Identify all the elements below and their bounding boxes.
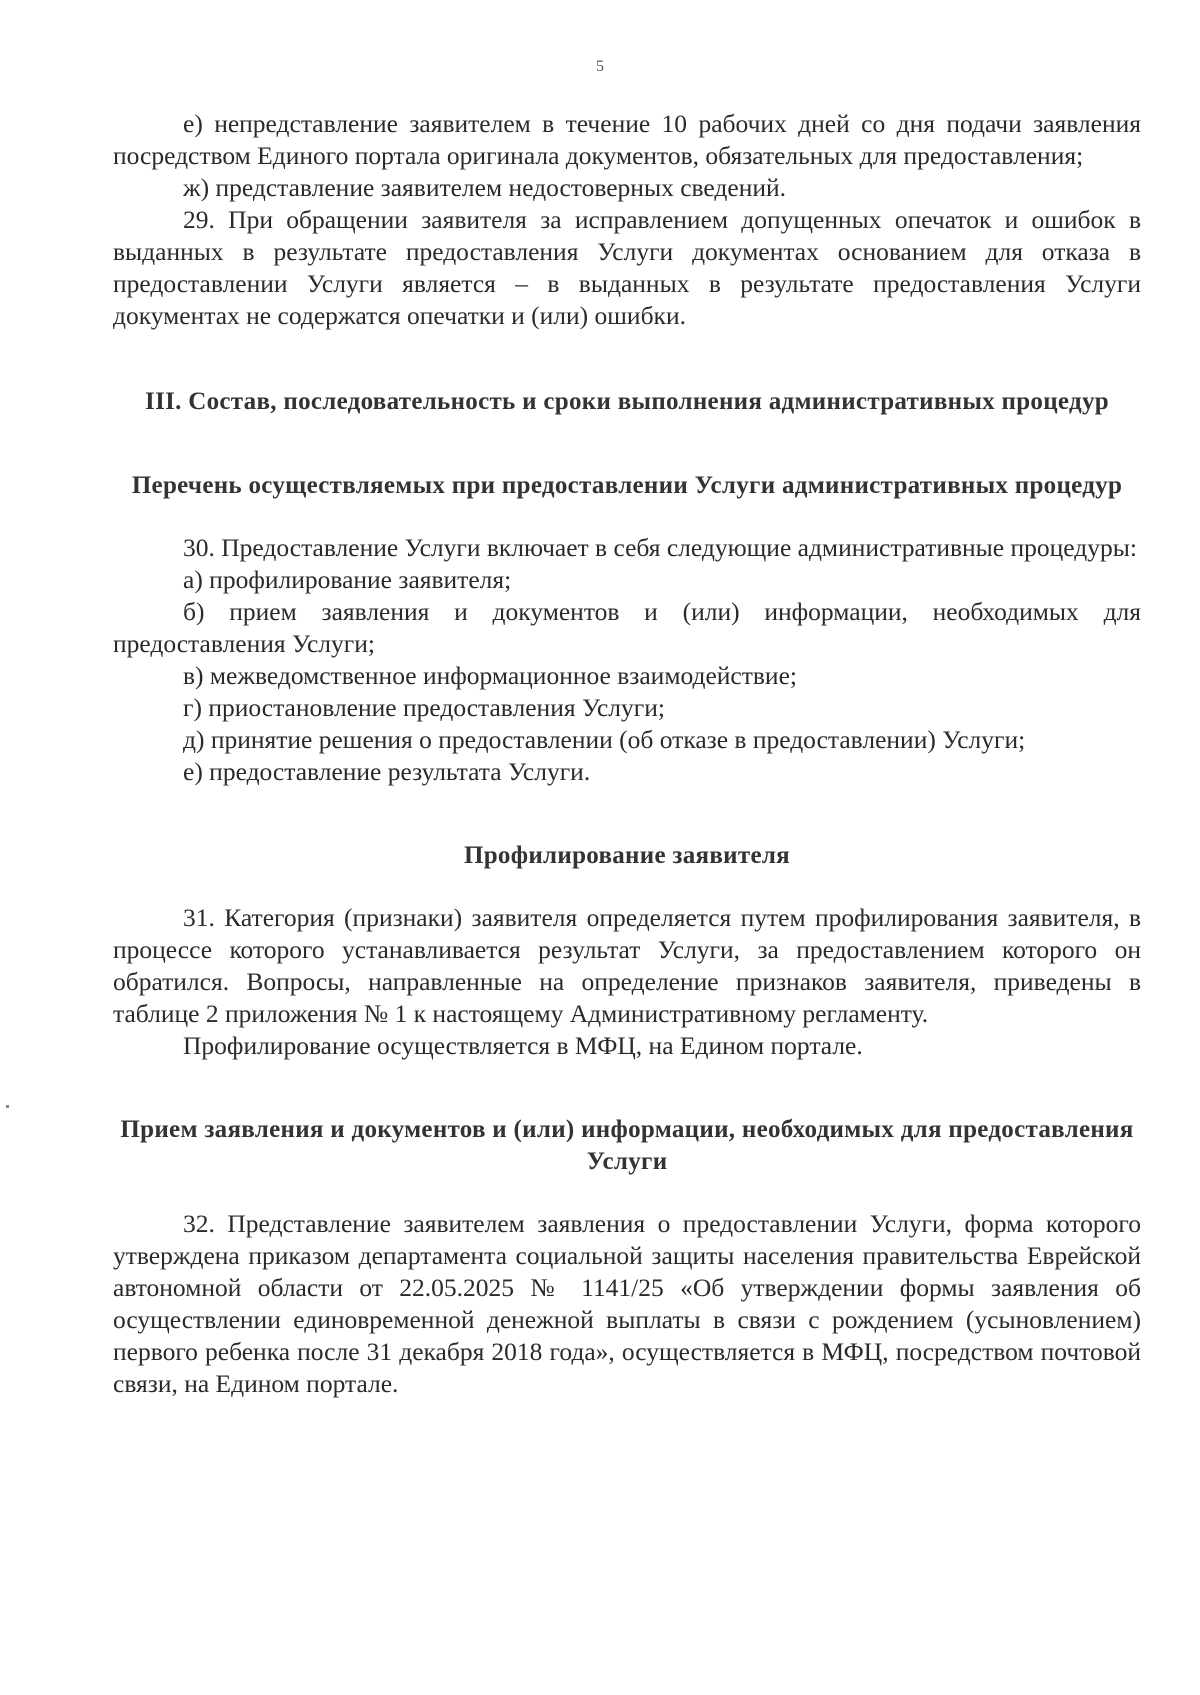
list-item: г) приостановление предоставления Услуги;	[183, 693, 665, 722]
paragraph-item-zh: ж) представление заявителем недостоверных сведений.	[183, 173, 787, 202]
subsection-title-procedures: Перечень осуществляемых при предоставлении Услуги административных процедур	[131, 472, 1123, 499]
document-body	[113, 108, 1141, 1400]
subsection-title-reception: Прием заявления и документов и (или) информации, необходимых для предоставления Услуги	[120, 1116, 1134, 1175]
list-item: в) межведомственное информационное взаимодействие;	[183, 661, 797, 690]
section-title: III. Состав, последовательность и сроки выполнения административных процедур	[145, 388, 1109, 415]
paragraph-31: 31. Категория (признаки) заявителя определяется путем профилирования заявителя, в процессе которого устанавливается результат Услуги, за предоставлением которого он обратился. Вопросы, направленные на определение признаков заявителя, приведены в таблице 2 приложения № 1 к настоящему Административному регламенту.	[113, 903, 1141, 1028]
list-item: е) предоставление результата Услуги.	[183, 757, 591, 786]
paragraph-30: 30. Предоставление Услуги включает в себя следующие административные процедуры:	[183, 533, 1137, 562]
subsection-title-profiling: Профилирование заявителя	[463, 842, 791, 869]
paragraph-profiling-place: Профилирование осуществляется в МФЦ, на Едином портале.	[183, 1031, 863, 1060]
scan-speck	[6, 1105, 9, 1108]
paragraph-item-e: е) непредставление заявителем в течение 10 рабочих дней со дня подачи заявления посредством Единого портала оригинала документов, обязательных для предоставления;	[113, 109, 1141, 170]
list-item: а) профилирование заявителя;	[183, 565, 512, 594]
paragraph-32: 32. Представление заявителем заявления о предоставлении Услуги, форма которого утверждена приказом департамента социальной защиты населения правительства Еврейской автономной области от 22.05.2025 № 1141/25 «Об утверждении формы заявления об осуществлении единовременной денежной выплаты в связи с рождением (усыновлением) первого ребенка после 31 декабря 2018 года», осуществляется в МФЦ, посредством почтовой связи, на Едином портале.	[113, 1209, 1141, 1398]
list-item: б) прием заявления и документов и (или) информации, необходимых для предоставления Услуги;	[113, 597, 1141, 658]
paragraph-29: 29. При обращении заявителя за исправлением допущенных опечаток и ошибок в выданных в результате предоставления Услуги документах основанием для отказа в предоставлении Услуги является – в выданных в результате предоставления Услуги документах не содержатся опечатки и (или) ошибки.	[113, 205, 1141, 330]
page-number: 5	[596, 58, 604, 75]
list-item: д) принятие решения о предоставлении (об отказе в предоставлении) Услуги;	[183, 725, 1026, 754]
